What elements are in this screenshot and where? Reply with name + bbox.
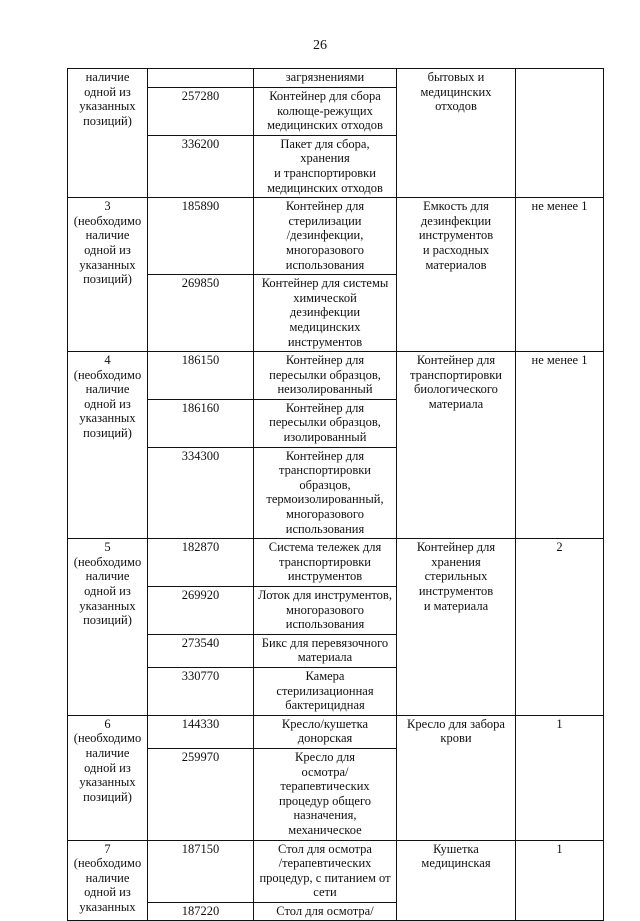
- item-name-cell: Лоток для инструментов, многоразового использования: [254, 587, 397, 635]
- item-name-cell: Контейнер для пересылки образцов, неизолированный: [254, 352, 397, 400]
- group-cell: 7 (необходимо наличие одной из указанных: [68, 840, 148, 921]
- table-row: [68, 352, 604, 400]
- table-row: [68, 840, 604, 902]
- quantity-cell: 1: [516, 840, 604, 921]
- item-name-cell: Пакет для сбора, хранения и транспортировки медицинских отходов: [254, 135, 397, 197]
- item-name-cell: Бикс для перевязочного материала: [254, 634, 397, 667]
- item-name-cell: Система тележек для транспортировки инструментов: [254, 539, 397, 587]
- code-cell: 273540: [148, 634, 254, 667]
- item-name-cell: Контейнер для системы химической дезинфекции медицинских инструментов: [254, 275, 397, 352]
- code-cell: 186150: [148, 352, 254, 400]
- page-number: 26: [313, 38, 327, 53]
- item-name-cell: Кресло для осмотра/терапевтических процедур общего назначения, механическое: [254, 748, 397, 840]
- item-name-cell: Контейнер для стерилизации /дезинфекции, многоразового использования: [254, 198, 397, 275]
- code-cell: 334300: [148, 447, 254, 539]
- group-cell: 3 (необходимо наличие одной из указанных позиций): [68, 198, 148, 352]
- group-cell: наличие одной из указанных позиций): [68, 69, 148, 198]
- code-cell: 259970: [148, 748, 254, 840]
- category-cell: бытовых и медицинских отходов: [397, 69, 516, 198]
- code-cell: 182870: [148, 539, 254, 587]
- equipment-table: [67, 68, 604, 921]
- quantity-cell: [516, 69, 604, 198]
- item-name-cell: Кресло/кушетка донорская: [254, 715, 397, 748]
- table-row: [68, 715, 604, 748]
- category-cell: Емкость для дезинфекции инструментов и расходных материалов: [397, 198, 516, 352]
- table-row: [68, 539, 604, 587]
- group-cell: 5 (необходимо наличие одной из указанных позиций): [68, 539, 148, 716]
- code-cell: [148, 69, 254, 88]
- item-name-cell: Стол для осмотра /терапевтических процедур, с питанием от сети: [254, 840, 397, 902]
- table-row: [68, 198, 604, 275]
- code-cell: 144330: [148, 715, 254, 748]
- item-name-cell: Стол для осмотра/: [254, 902, 397, 921]
- group-cell: 6 (необходимо наличие одной из указанных позиций): [68, 715, 148, 840]
- table-row: [68, 69, 604, 88]
- category-cell: Кресло для забора крови: [397, 715, 516, 840]
- category-cell: Контейнер для хранения стерильных инструментов и материала: [397, 539, 516, 716]
- code-cell: 269850: [148, 275, 254, 352]
- category-cell: Кушетка медицинская: [397, 840, 516, 921]
- item-name-cell: загрязнениями: [254, 69, 397, 88]
- code-cell: 269920: [148, 587, 254, 635]
- quantity-cell: не менее 1: [516, 352, 604, 539]
- category-cell: Контейнер для транспортировки биологического материала: [397, 352, 516, 539]
- code-cell: 187220: [148, 902, 254, 921]
- item-name-cell: Контейнер для транспортировки образцов, термоизолированный, многоразового использования: [254, 447, 397, 539]
- code-cell: 187150: [148, 840, 254, 902]
- code-cell: 185890: [148, 198, 254, 275]
- code-cell: 257280: [148, 88, 254, 136]
- item-name-cell: Контейнер для сбора колюще-режущих медицинских отходов: [254, 88, 397, 136]
- code-cell: 330770: [148, 667, 254, 715]
- quantity-cell: 2: [516, 539, 604, 716]
- group-cell: 4 (необходимо наличие одной из указанных позиций): [68, 352, 148, 539]
- code-cell: 336200: [148, 135, 254, 197]
- item-name-cell: Камера стерилизационная бактерицидная: [254, 667, 397, 715]
- item-name-cell: Контейнер для пересылки образцов, изолированный: [254, 399, 397, 447]
- quantity-cell: не менее 1: [516, 198, 604, 352]
- quantity-cell: 1: [516, 715, 604, 840]
- code-cell: 186160: [148, 399, 254, 447]
